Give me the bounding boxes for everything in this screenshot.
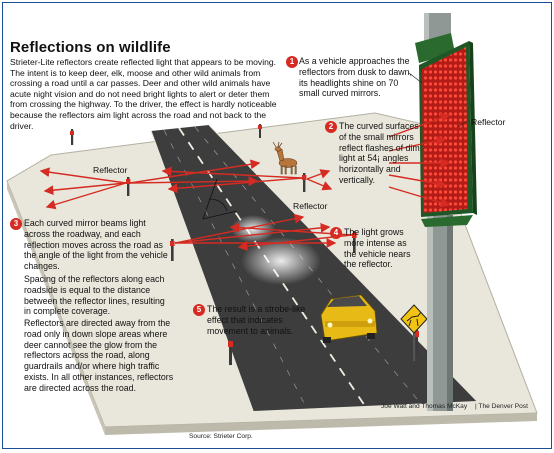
- callout-5-text: The result is a strobe-like effect that indicates movement to animals.: [207, 304, 306, 336]
- note-spacing: Spacing of the reflectors along each roadside is equal to the distance between the reflector lines, resulting in complete coverage.: [24, 274, 165, 317]
- reflector-label-left: Reflector: [93, 165, 128, 175]
- reflector-label-mid: Reflector: [293, 201, 328, 211]
- callout-2-text: The curved surfaces of the small mirrors reflect flashes of dim light at 54¡ angles horizontally and vertically.: [339, 121, 420, 185]
- artist-credit: Joe Watt and Thomas McKay: [381, 403, 468, 410]
- figure-title: Reflections on wildlife: [10, 39, 171, 56]
- callout-3-number: 3: [10, 218, 22, 230]
- callout-4-number: 4: [330, 227, 342, 239]
- callout-2-number: 2: [325, 121, 337, 133]
- callout-4-text: The light grows more intense as the vehicle nears the reflector.: [344, 227, 411, 270]
- reflector-label-closeup: Reflector: [471, 117, 506, 127]
- callout-1-text: As a vehicle approaches the reflectors from dusk to dawn, its headlights shine on 70 small curved mirrors.: [299, 56, 412, 99]
- callout-3-text: Each curved mirror beams light across the roadway, and each reflection moves across the road as the angle of the light from the vehicle changes.: [24, 218, 168, 272]
- intro-paragraph: Strieter-Lite reflectors create reflected light that appears to be moving. The intent is to keep deer, elk, moose and other wild animals from crossing a road until a car passes. Deer and other wild animals have acute night vision and do not need bright lights to alert or deter them from crossing the highway. To the driver, the effect is hardly noticeable because the reflectors aim light across the road and not back to the driver.: [10, 57, 277, 131]
- source-credit: Source: Strieter Corp.: [189, 433, 253, 440]
- callout-1-number: 1: [286, 56, 298, 68]
- graphic-frame: [2, 2, 552, 449]
- callout-5-number: 5: [193, 304, 205, 316]
- outlet-credit: | The Denver Post: [475, 403, 528, 410]
- note-direction: Reflectors are directed away from the road only in down slope areas where deer cannot see the glow from the reflectors across the road, along guardrails and/or where high traffic exists. In all other instances, reflectors are directed across the road.: [24, 318, 174, 393]
